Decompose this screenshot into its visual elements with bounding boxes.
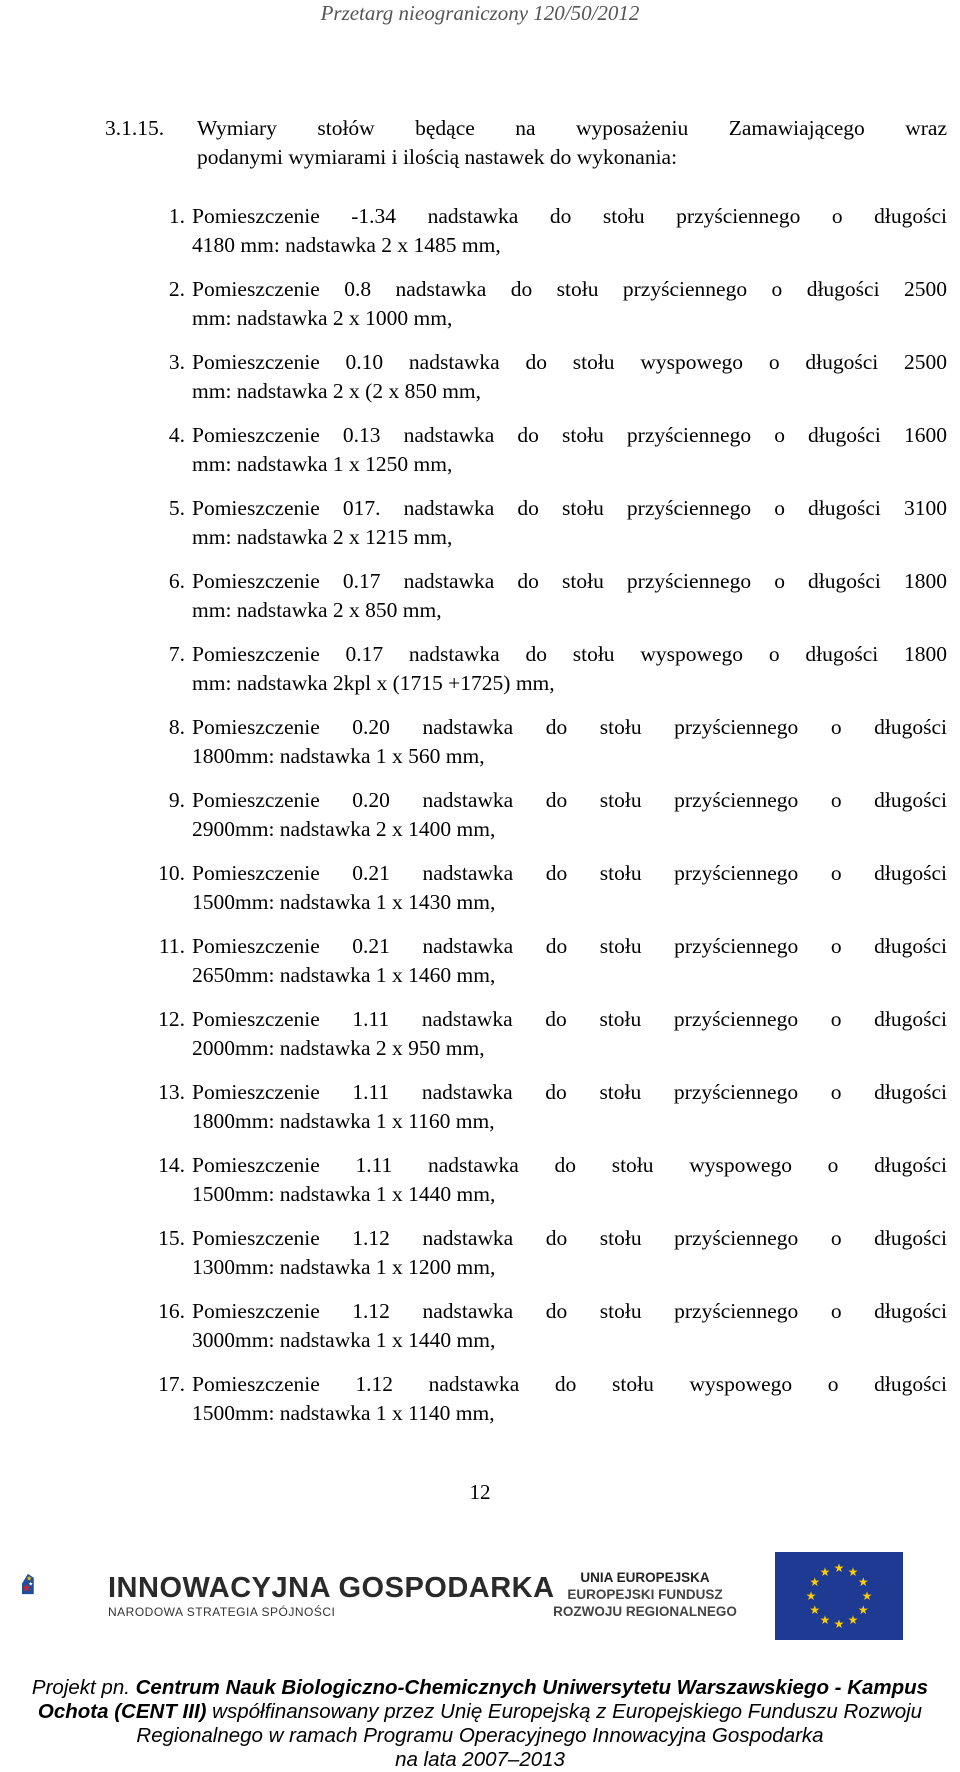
list-item-text (192, 202, 947, 260)
page-number: 12 (469, 1480, 491, 1504)
list-item-line1: Pomieszczenie 1.11 nadstawka do stołu przyściennego o długości (192, 1007, 947, 1031)
list-item-text (192, 275, 947, 333)
list-item-number: 4. (168, 423, 185, 447)
list-item-number: 11. (158, 934, 185, 958)
eu-flag-star: ★ (809, 1603, 821, 1617)
eu-flag-star: ★ (847, 1564, 859, 1579)
list-item-number: 8. (168, 715, 185, 739)
list-item-line2: 1500mm: nadstawka 1 x 1430 mm, (192, 890, 496, 914)
list-item-text (192, 859, 947, 917)
list-item-text (192, 1297, 947, 1355)
list-item-text (192, 713, 947, 771)
list-item (105, 932, 960, 1005)
list-item-text (192, 1370, 947, 1428)
list-item (105, 1224, 960, 1297)
eu-flag-star: ★ (857, 1603, 869, 1617)
list-item-line1: Pomieszczenie 1.12 nadstawka do stołu przyściennego o długości (192, 1299, 947, 1323)
list-item (105, 640, 960, 713)
running-header: Przetarg nieograniczony 120/50/2012 (320, 1, 640, 25)
list-item-line1: Pomieszczenie 0.10 nadstawka do stołu wyspowego o długości 2500 (192, 350, 947, 374)
list-item-line1: Pomieszczenie 1.12 nadstawka do stołu przyściennego o długości (192, 1226, 947, 1250)
list-item-text (192, 1151, 947, 1209)
list-item-line1: Pomieszczenie 017. nadstawka do stołu przyściennego o długości 3100 (192, 496, 947, 520)
eu-line3: ROZWOJU REGIONALNEGO (553, 1604, 737, 1619)
list-item-line2: 2000mm: nadstawka 2 x 950 mm, (192, 1036, 485, 1060)
section-heading (105, 114, 960, 172)
list-item-text (192, 640, 947, 698)
list-item-line2: mm: nadstawka 2 x (2 x 850 mm, (192, 379, 482, 403)
footer-project-name: Centrum Nauk Biologiczno-Chemicznych Uniwersytetu Warszawskiego - Kampus Ochota (CENT III) (37, 1676, 929, 1723)
list-item-line1: Pomieszczenie -1.34 nadstawka do stołu przyściennego o długości (192, 204, 947, 228)
list-item-number: 16. (158, 1299, 185, 1323)
eu-flag-star: ★ (857, 1575, 869, 1589)
list-item-number: 3. (168, 350, 185, 374)
list-item-line2: mm: nadstawka 2 x 850 mm, (192, 598, 442, 622)
list-item-line2: mm: nadstawka 2 x 1215 mm, (192, 525, 453, 549)
list-item (105, 713, 960, 786)
list-item-line2: 1500mm: nadstawka 1 x 1140 mm, (192, 1401, 495, 1425)
list-item (105, 421, 960, 494)
star-emblem-icon (22, 1532, 112, 1636)
list-item-number: 12. (158, 1007, 185, 1031)
list-item-line1: Pomieszczenie 1.11 nadstawka do stołu przyściennego o długości (192, 1080, 947, 1104)
section-title (197, 114, 947, 172)
list-item-line2: 1800mm: nadstawka 1 x 560 mm, (192, 744, 485, 768)
eu-flag-star: ★ (833, 1561, 845, 1575)
list-item-line2: mm: nadstawka 1 x 1250 mm, (192, 452, 453, 476)
list-item-text (192, 567, 947, 625)
list-item (105, 494, 960, 567)
list-item (105, 786, 960, 859)
eu-flag-star: ★ (809, 1575, 821, 1589)
footer-middle: współfinansowany przez Unię Europejską z Europejskiego (206, 1700, 748, 1723)
footer-years: na lata 2007–2013 (395, 1748, 565, 1771)
list-item-number: 13. (158, 1080, 185, 1104)
list-item (105, 275, 960, 348)
footer-prefix: Projekt pn. (31, 1676, 136, 1699)
emblem-blue-shape (22, 1574, 34, 1594)
list-item-number: 7. (168, 642, 185, 666)
list-item-number: 6. (168, 569, 185, 593)
list-item-text (192, 786, 947, 844)
list-item-line2: 1800mm: nadstawka 1 x 1160 mm, (192, 1109, 495, 1133)
list-item-line2: mm: nadstawka 2 x 1000 mm, (192, 306, 453, 330)
list-item-number: 10. (158, 861, 185, 885)
ig-logo-title: INNOWACYJNA GOSPODARKA (108, 1572, 555, 1604)
list-item-number: 2. (168, 277, 185, 301)
footer-program: w ramach Programu Operacyjnego Innowacyjna Gospodarka (262, 1724, 824, 1747)
list-item-line2: mm: nadstawka 2kpl x (1715 +1725) mm, (192, 671, 555, 695)
eu-flag-star: ★ (805, 1589, 817, 1603)
list-item-line1: Pomieszczenie 1.11 nadstawka do stołu wyspowego o długości (192, 1153, 947, 1177)
list-item-line1: Pomieszczenie 0.21 nadstawka do stołu przyściennego o długości (192, 934, 947, 958)
ig-logo-subtitle: NARODOWA STRATEGIA SPÓJNOŚCI (108, 1605, 336, 1619)
list-item-line1: Pomieszczenie 0.21 nadstawka do stołu przyściennego o długości (192, 861, 947, 885)
section-title-line2: podanymi wymiarami i ilością nastawek do wykonania: (197, 145, 678, 169)
list-item-line1: Pomieszczenie 0.17 nadstawka do stołu wyspowego o długości 1800 (192, 642, 947, 666)
section-number: 3.1.15. (105, 116, 165, 140)
eu-flag-star: ★ (847, 1613, 859, 1628)
footer-fund: Funduszu Rozwoju Regionalnego (136, 1700, 923, 1747)
list-item-number: 15. (158, 1226, 185, 1250)
eu-line1: UNIA EUROPEJSKA (580, 1570, 710, 1585)
eu-flag-star: ★ (819, 1613, 831, 1628)
list-item-line2: 1300mm: nadstawka 1 x 1200 mm, (192, 1255, 496, 1279)
list-item-line1: Pomieszczenie 0.17 nadstawka do stołu przyściennego o długości 1800 (192, 569, 947, 593)
list-item-text (192, 1005, 947, 1063)
project-footer (0, 1676, 960, 1772)
eu-line2: EUROPEJSKI FUNDUSZ (567, 1587, 723, 1602)
list-item-number: 5. (168, 496, 185, 520)
list-item-line2: 3000mm: nadstawka 1 x 1440 mm, (192, 1328, 496, 1352)
eu-flag-icon (775, 1552, 903, 1640)
list-item-text (192, 348, 947, 406)
list-item-line1: Pomieszczenie 1.12 nadstawka do stołu wyspowego o długości (192, 1372, 947, 1396)
list-item (105, 567, 960, 640)
list-item-line2: 2900mm: nadstawka 2 x 1400 mm, (192, 817, 496, 841)
list-item (105, 859, 960, 932)
eu-flag-star: ★ (819, 1564, 831, 1579)
list-item (105, 1297, 960, 1370)
eu-logo-text (545, 1569, 745, 1620)
list-item-number: 9. (168, 788, 185, 812)
list-item (105, 1151, 960, 1224)
list-item-line1: Pomieszczenie 0.20 nadstawka do stołu przyściennego o długości (192, 788, 947, 812)
list-item-text (192, 1078, 947, 1136)
list-item-line1: Pomieszczenie 0.8 nadstawka do stołu przyściennego o długości 2500 (192, 277, 947, 301)
list-item-text (192, 494, 947, 552)
list-item (105, 1078, 960, 1151)
list-item (105, 348, 960, 421)
list-item-line2: 2650mm: nadstawka 1 x 1460 mm, (192, 963, 496, 987)
list-item-number: 17. (158, 1372, 185, 1396)
eu-flag-star: ★ (861, 1589, 873, 1603)
list-item-line2: 4180 mm: nadstawka 2 x 1485 mm, (192, 233, 501, 257)
section-title-line1: Wymiary stołów będące na wyposażeniu Zamawiającego wraz (197, 116, 947, 140)
list-item-text (192, 421, 947, 479)
dimension-list (105, 202, 960, 1443)
list-item (105, 1370, 960, 1443)
list-item-number: 14. (158, 1153, 185, 1177)
list-item-number: 1. (168, 204, 185, 228)
list-item-text (192, 1224, 947, 1282)
list-item (105, 202, 960, 275)
list-item-line1: Pomieszczenie 0.13 nadstawka do stołu przyściennego o długości 1600 (192, 423, 947, 447)
list-item-text (192, 932, 947, 990)
list-item (105, 1005, 960, 1078)
list-item-line1: Pomieszczenie 0.20 nadstawka do stołu przyściennego o długości (192, 715, 947, 739)
list-item-line2: 1500mm: nadstawka 1 x 1440 mm, (192, 1182, 496, 1206)
eu-flag-star: ★ (833, 1617, 845, 1631)
